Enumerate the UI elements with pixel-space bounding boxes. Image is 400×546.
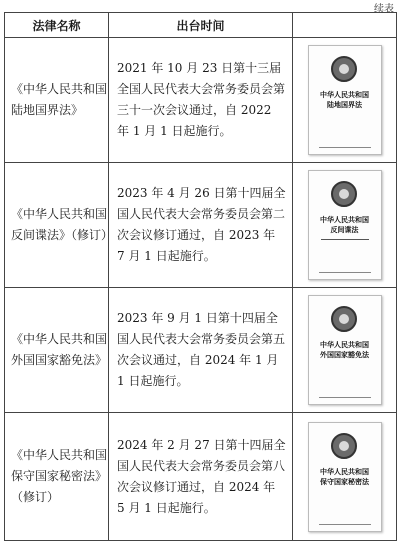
book-cover-title: 中华人民共和国 外国国家豁免法 [320, 341, 369, 359]
book-cover-image [308, 422, 382, 532]
enact-time-cell: 2023 年 9 月 1 日第十四届全国人民代表大会常务委员会第五次会议通过，自 2024 年 1 月 1 日起施行。 [109, 288, 293, 413]
publisher-line [319, 524, 371, 525]
header-law-name: 法律名称 [5, 13, 109, 38]
national-emblem-icon [331, 306, 357, 332]
continued-label: 续表 [374, 4, 394, 15]
book-cover-image [308, 45, 382, 155]
enact-time-cell: 2021 年 10 月 23 日第十三届全国人民代表大会常务委员会第三十一次会议通过，自 2022 年 1 月 1 日起施行。 [109, 38, 293, 163]
national-emblem-icon [331, 181, 357, 207]
law-name-cell: 《中华人民共和国外国国家豁免法》 [5, 288, 109, 413]
publisher-line [319, 272, 371, 273]
cover-cell [293, 413, 397, 541]
publisher-line [319, 397, 371, 398]
table-header-row [5, 13, 397, 38]
book-cover-image [308, 170, 382, 280]
cover-cell [293, 38, 397, 163]
cover-cell [293, 288, 397, 413]
header-enact-time: 出台时间 [109, 13, 293, 38]
book-cover-title: 中华人民共和国 保守国家秘密法 [320, 467, 369, 486]
header-cover [293, 13, 397, 38]
law-name-cell: 《中华人民共和国陆地国界法》 [5, 38, 109, 163]
table-row [5, 288, 397, 413]
cover-rule [321, 239, 369, 241]
table-row [5, 163, 397, 288]
law-name-cell: 《中华人民共和国反间谍法》（修订） [5, 163, 109, 288]
book-cover-title: 中华人民共和国 反间谍法 [320, 216, 369, 234]
law-name-cell: 《中华人民共和国保守国家秘密法》（修订） [5, 413, 109, 541]
national-emblem-icon [331, 56, 357, 82]
law-table [4, 12, 397, 541]
table-row [5, 38, 397, 163]
book-cover-image [308, 295, 382, 405]
national-emblem-icon [331, 433, 357, 459]
table-row [5, 413, 397, 541]
book-cover-title: 中华人民共和国 陆地国界法 [320, 91, 369, 109]
publisher-line [319, 147, 371, 148]
enact-time-cell: 2023 年 4 月 26 日第十四届全国人民代表大会常务委员会第二次会议修订通过，自 2023 年 7 月 1 日起施行。 [109, 163, 293, 288]
enact-time-cell: 2024 年 2 月 27 日第十四届全国人民代表大会常务委员会第八次会议修订通过，自 2024 年 5 月 1 日起施行。 [109, 413, 293, 541]
cover-cell [293, 163, 397, 288]
